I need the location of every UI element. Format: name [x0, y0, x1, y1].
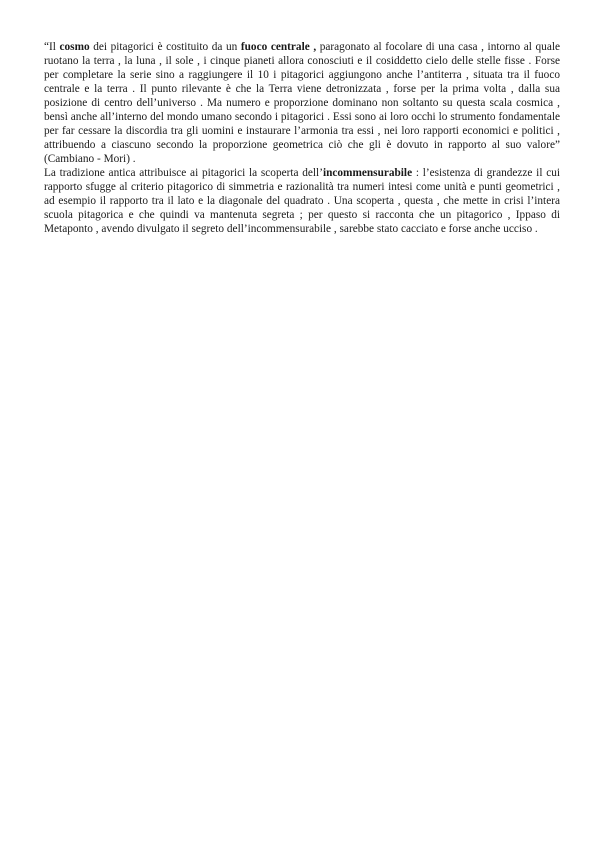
paragraph-cosmo	[44, 40, 560, 166]
text-segment: “Il	[44, 41, 60, 53]
bold-term-fuoco-centrale: fuoco centrale ,	[240, 41, 317, 53]
paragraph-incommensurabile	[44, 166, 560, 236]
text-segment: dei pitagorici è costituito da un	[89, 41, 241, 53]
bold-term-cosmo: cosmo	[59, 41, 90, 53]
text-segment: paragonato al focolare di una casa , intorno al quale ruotano la terra , la luna , il sole , i cinque pianeti allora conosciuti e il cosiddetto cielo delle stelle fisse . Forse per completare la serie sino a raggiungere il 10 i pitagorici aggiungono anche l’antiterra , situata tra il fuoco centrale e la terra . Il punto rilevante è che la Terra viene detronizzata , forse per la prima volta , dalla sua posizione di centro dell’universo . Ma numero e proporzione dominano non soltanto su questa scala cosmica , bensì anche all’interno del mondo umano secondo i pitagorici . Essi sono ai loro occhi lo strumento fondamentale per far cessare la discordia tra gli uomini e instaurare l’armonia tra essi , nei loro rapporti economici e politici , attribuendo a ciascuno secondo la proporzione geometrica ciò che gli è dovuto in rapporto al suo valore” (Cambiano - Mori) .	[44, 41, 560, 165]
text-segment: La tradizione antica attribuisce ai pitagorici la scoperta dell’	[44, 167, 323, 179]
bold-term-incommensurabile: incommensurabile	[322, 167, 413, 179]
document-body	[44, 40, 560, 236]
text-segment: : l’esistenza di grandezze il cui rapporto sfugge al criterio pitagorico di simmetria e razionalità tra numeri intesi come unità e punti geometrici , ad esempio il rapporto tra il lato e la diagonale del quadrato . Una scoperta , questa , che mette in crisi l’intera scuola pitagorica e che quindi va mantenuta segreta ; per questo si racconta che un pitagorico , Ippaso di Metaponto , avendo divulgato il segreto dell’incommensurabile , sarebbe stato cacciato e forse anche ucciso .	[44, 167, 560, 235]
